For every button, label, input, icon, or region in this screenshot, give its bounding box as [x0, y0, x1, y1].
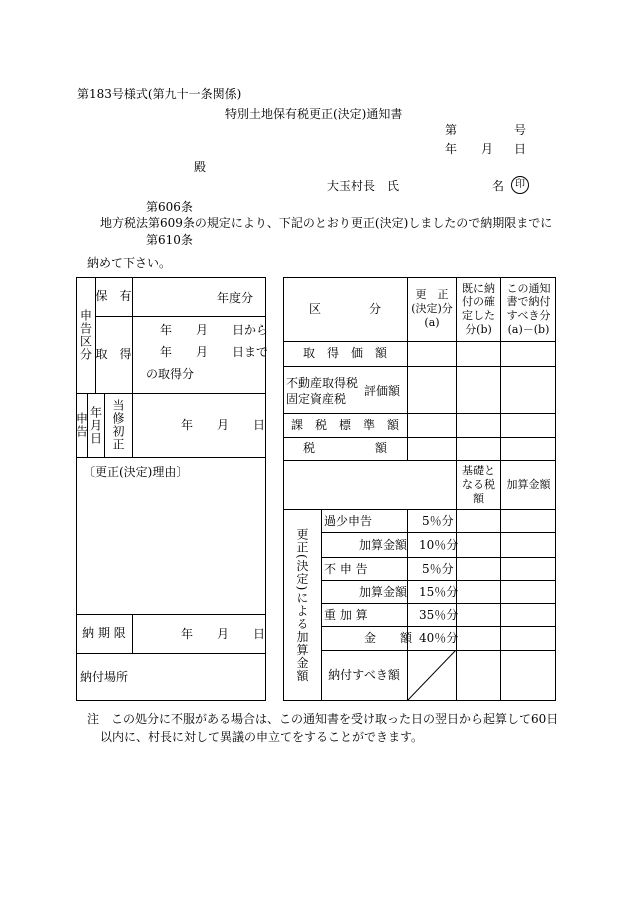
reason-label: 〔更正(決定)理由〕 — [83, 465, 189, 479]
shinkoku-date: 年 月 日 — [181, 418, 266, 432]
kasan-row-rate: 10％分 — [419, 538, 459, 552]
date-label-ymd: 年月日 — [88, 405, 103, 445]
article-610: 第610条 — [146, 233, 193, 247]
kasan-row-label: 金 額 — [364, 631, 413, 645]
kasan-row-label: 加算金額 — [359, 585, 408, 599]
hyoka-label-kotei: 固定資産税 — [286, 392, 347, 406]
kasan-row-rate: 5％分 — [422, 514, 454, 528]
kubun-header: 区 分 — [308, 301, 381, 316]
date-year: 年 — [445, 142, 458, 156]
shinkoku-kubun-label: 申告区分 — [78, 309, 93, 361]
document-title: 特別土地保有税更正(決定)通知書 — [225, 107, 403, 121]
issuer: 大玉村長 氏 — [327, 179, 400, 193]
kasan-side-label: 更正(決定)による加算金額 — [295, 527, 309, 683]
hyoka-label: 評価額 — [364, 384, 401, 398]
kasan-row-rate: 15％分 — [419, 585, 459, 599]
shutoku-label: 取 得 — [95, 347, 132, 361]
pay-instruction: 納めて下さい。 — [87, 256, 172, 270]
shutoku-from: 年 月 日から — [160, 323, 269, 337]
shutoku-bun: の取得分 — [146, 367, 195, 381]
kasan-row-rate: 35％分 — [419, 608, 459, 622]
seal-mark: 印 — [511, 176, 529, 194]
kasan-row-label: 重 加 算 — [324, 608, 368, 622]
issuer-name-label: 名 — [492, 179, 505, 193]
footer-note-1: 注 この処分に不服がある場合は、この通知書を受け取った日の翌日から起算して60日 — [87, 712, 559, 726]
date-label-shinkoku: 申告 — [74, 412, 89, 438]
row-kazei-hyojun: 課 税 標 準 額 — [290, 417, 399, 432]
col-c-header: この通知書で納付すべき分(a)－(b) — [506, 281, 551, 336]
hyoka-label-fudosan: 不動産取得税 — [286, 376, 359, 390]
kasan-row-rate: 5％分 — [422, 562, 454, 576]
kasan-header: 加算金額 — [506, 478, 551, 492]
due-date-label: 納 期 限 — [82, 626, 126, 640]
diagonal-slash — [407, 650, 456, 701]
row-zeigaku: 税 額 — [302, 441, 387, 455]
number-label-dai: 第 — [445, 123, 458, 137]
kasan-row-label: 加算金額 — [359, 538, 408, 552]
footer-note-2: 以内に、村長に対して異議の申立てをすることができます。 — [100, 730, 424, 744]
row-shutoku-kagaku: 取 得 価 額 — [302, 346, 387, 360]
due-date-value: 年 月 日 — [181, 627, 266, 641]
article-606: 第606条 — [146, 200, 193, 214]
kasan-row-rate: 40％分 — [419, 631, 459, 645]
pay-place-label: 納付場所 — [79, 669, 128, 684]
total-label: 納付すべき額 — [328, 668, 400, 682]
col-a-header: 更 正(決定)分(a) — [411, 288, 453, 329]
kasan-row-label: 過少申告 — [324, 514, 373, 528]
number-label-go: 号 — [514, 123, 527, 137]
kiso-header: 基礎となる税額 — [462, 464, 495, 505]
col-b-header: 既に納付の確定した分(b) — [462, 281, 495, 336]
shutoku-to: 年 月 日まで — [160, 345, 269, 359]
hoyu-label: 保 有 — [95, 289, 132, 303]
notice-line: 地方税法第609条の規定により、下記のとおり更正(決定)しましたので納期限までに — [100, 216, 553, 230]
kasan-row-label: 不 申 告 — [324, 562, 368, 576]
form-number: 第183号様式(第九十一条関係) — [77, 87, 242, 101]
date-month: 月 — [481, 142, 494, 156]
date-label-type: 当修初正 — [111, 399, 125, 451]
addressee-suffix: 殿 — [194, 160, 207, 174]
date-day: 日 — [514, 142, 527, 156]
nendo-bun: 年度分 — [217, 291, 254, 305]
